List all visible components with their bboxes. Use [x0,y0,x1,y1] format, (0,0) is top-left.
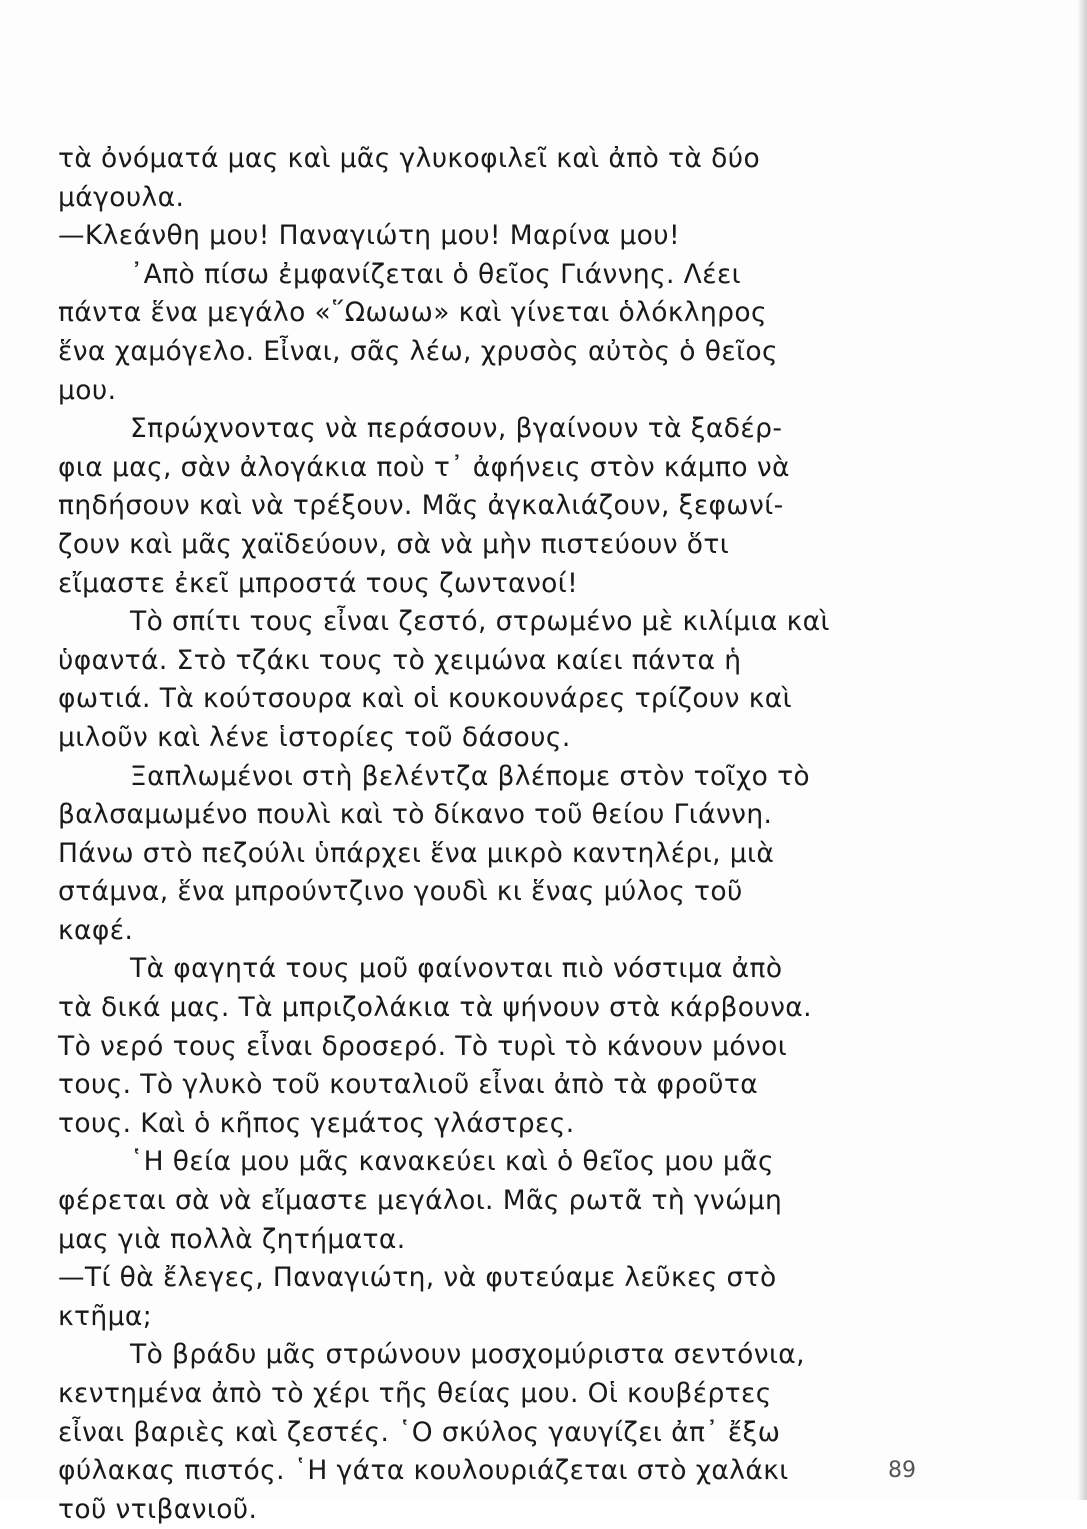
page-number: 89 [888,1458,916,1483]
text-line: Τὸ νερό τους εἶναι δροσερό. Τὸ τυρὶ τὸ κάνουν μόνοι [58,1030,788,1062]
text-line: φια μας, σὰν ἀλογάκια ποὺ τ᾿ ἀφήνεις στὸν κάμπο νὰ [58,451,790,483]
text-line: Σπρώχνοντας νὰ περάσουν, βγαίνουν τὰ ξαδέρ- [130,413,783,445]
text-line: φωτιά. Τὰ κούτσουρα καὶ οἱ κουκουνάρες τρίζουν καὶ [58,683,792,715]
text-line: Τὸ βράδυ μᾶς στρώνουν μοσχομύριστα σεντόνια, [130,1339,806,1371]
text-line: φύλακας πιστός. ῾Η γάτα κουλουριάζεται στὸ χαλάκι [58,1455,789,1487]
text-line: τὰ δικά μας. Τὰ μπριζολάκια τὰ ψήνουν στὰ κάρβουνα. [58,992,813,1024]
text-line: πηδήσουν καὶ νὰ τρέξουν. Μᾶς ἀγκαλιάζουν, ξεφωνί- [58,490,784,522]
text-line: τους. Τὸ γλυκὸ τοῦ κουταλιοῦ εἶναι ἀπὸ τὰ φροῦτα [58,1069,759,1101]
text-line: Ξαπλωμένοι στὴ βελέντζα βλέπομε στὸν τοῖχο τὸ [130,760,811,792]
text-line: ζουν καὶ μᾶς χαϊδεύουν, σὰ νὰ μὴν πιστεύουν ὅτι [58,528,730,560]
text-line: εἴμαστε ἐκεῖ μπροστά τους ζωντανοί! [58,567,579,599]
text-line: τοῦ ντιβανιοῦ. [58,1493,258,1525]
text-line: καφέ. [58,914,134,946]
text-line: πάντα ἕνα μεγάλο «῞Ωωωω» καὶ γίνεται ὁλόκληρος [58,297,767,329]
text-line: ᾿Απὸ πίσω ἐμφανίζεται ὁ θεῖος Γιάννης. Λέει [130,258,742,290]
text-line: Τὰ φαγητά τους μοῦ φαίνονται πιὸ νόστιμα ἀπὸ [130,953,783,985]
text-line: τους. Καὶ ὁ κῆπος γεμάτος γλάστρες. [58,1107,575,1139]
text-line: —Τί θὰ ἔλεγες, Παναγιώτη, νὰ φυτεύαμε λεῦκες στὸ [58,1262,777,1294]
text-line: ἕνα χαμόγελο. Εἶναι, σᾶς λέω, χρυσὸς αὐτὸς ὁ θεῖος [58,335,778,367]
text-line: μάγουλα. [58,181,185,213]
page-edge-shadow [1077,0,1087,1500]
body-text [58,140,918,1529]
text-line: βαλσαμωμένο πουλὶ καὶ τὸ δίκανο τοῦ θείου Γιάννη. [58,799,773,831]
text-line: φέρεται σὰ νὰ εἴμαστε μεγάλοι. Μᾶς ρωτᾶ τὴ γνώμη [58,1185,783,1217]
text-line: κεντημένα ἀπὸ τὸ χέρι τῆς θείας μου. Οἱ κουβέρτες [58,1378,772,1409]
text-line: μου. [58,374,117,406]
text-line: —Κλεάνθη μου! Παναγιώτη μου! Μαρίνα μου! [58,220,681,252]
text-line: ῾Η θεία μου μᾶς κανακεύει καὶ ὁ θεῖος μου μᾶς [130,1146,774,1178]
text-line: στάμνα, ἕνα μπρούντζινο γουδὶ κι ἕνας μύλος τοῦ [58,876,743,908]
text-line: ὑφαντά. Στὸ τζάκι τους τὸ χειμώνα καίει πάντα ἡ [58,644,742,676]
text-line: εἶναι βαριὲς καὶ ζεστές. ῾Ο σκύλος γαυγίζει ἀπ᾿ ἔξω [58,1416,781,1448]
text-line: τὰ ὀνόματά μας καὶ μᾶς γλυκοφιλεῖ καὶ ἀπὸ τὰ δύο [58,143,761,174]
text-line: Τὸ σπίτι τους εἶναι ζεστό, στρωμένο μὲ κιλίμια καὶ [130,606,830,638]
text-line: μιλοῦν καὶ λένε ἱστορίες τοῦ δάσους. [58,721,571,753]
text-line: κτῆμα; [58,1300,153,1332]
text-line: μας γιὰ πολλὰ ζητήματα. [58,1223,406,1255]
text-line: Πάνω στὸ πεζούλι ὑπάρχει ἕνα μικρὸ καντηλέρι, μιὰ [58,837,775,869]
